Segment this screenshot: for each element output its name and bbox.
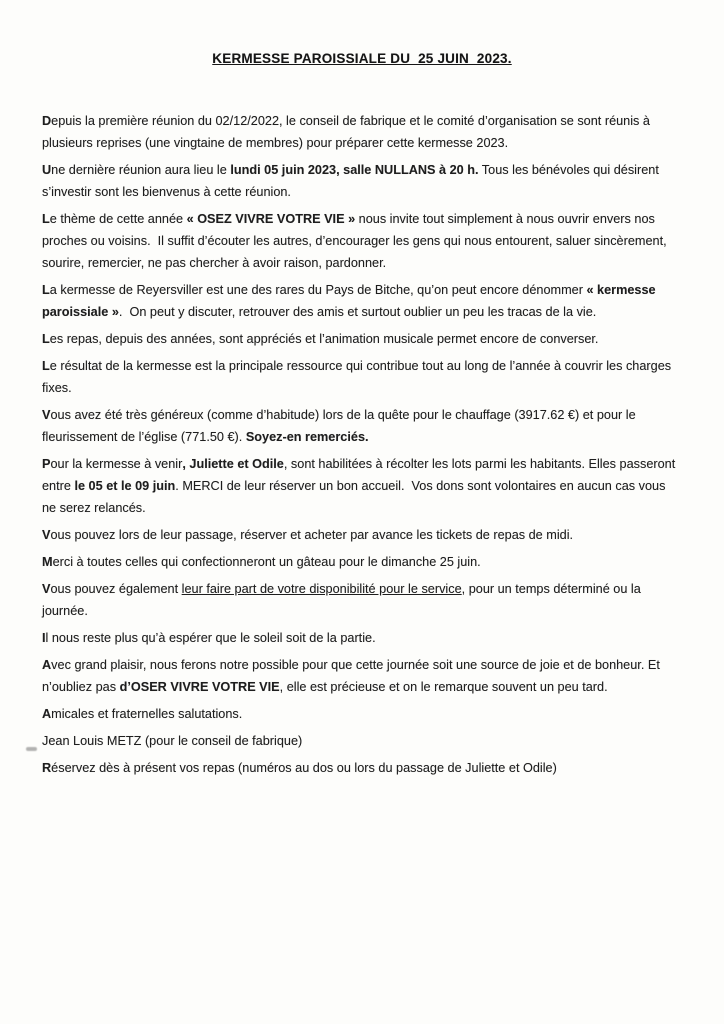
paragraph: Les repas, depuis des années, sont appréciés et l’animation musicale permet encore de converser. [42, 332, 599, 346]
paragraph: Depuis la première réunion du 02/12/2022, le conseil de fabrique et le comité d’organisation se sont réunis à plusieurs reprises (une vingtaine de membres) pour préparer cette kermesse 2023. [42, 114, 654, 150]
scan-smudge-mark [26, 747, 37, 751]
paragraph: Vous avez été très généreux (comme d’habitude) lors de la quête pour le chauffage (3917.62 €) et pour le fleurissement de l’église (771.50 €). Soyez-en remerciés. [42, 408, 640, 444]
paragraph: Vous pouvez lors de leur passage, réserver et acheter par avance les tickets de repas de midi. [42, 528, 574, 542]
reservation-note: Réservez dès à présent vos repas (numéros au dos ou lors du passage de Juliette et Odile) [42, 761, 557, 775]
paragraph: Il nous reste plus qu’à espérer que le soleil soit de la partie. [42, 631, 376, 645]
paragraph: Merci à toutes celles qui confectionneront un gâteau pour le dimanche 25 juin. [42, 555, 481, 569]
paragraph: Pour la kermesse à venir, Juliette et Odile, sont habilitées à récolter les lots parmi les habitants. Elles passeront entre le 05 et le 09 juin. MERCI de leur réserver un bon accueil. Vos dons sont volontaires en aucun cas vous ne serez relancés. [42, 457, 679, 515]
paragraph: Une dernière réunion aura lieu le lundi 05 juin 2023, salle NULLANS à 20 h. Tous les bénévoles qui désirent s’investir sont les bienvenus à cette réunion. [42, 163, 663, 199]
paragraph: Avec grand plaisir, nous ferons notre possible pour que cette journée soit une source de joie et de bonheur. Et n’oubliez pas d’OSER VIVRE VOTRE VIE, elle est précieuse et on le remarque souvent un peu tard. [42, 658, 664, 694]
document-title: KERMESSE PAROISSIALE DU 25 JUIN 2023. [212, 51, 512, 66]
paragraph: Le résultat de la kermesse est la principale ressource qui contribue tout au long de l’année à couvrir les charges fixes. [42, 359, 675, 395]
paragraph: La kermesse de Reyersviller est une des rares du Pays de Bitche, qu’on peut encore dénommer « kermesse paroissiale ». On peut y discuter, retrouver des amis et surtout oublier un peu les tracas de la vie. [42, 283, 660, 319]
paragraph: Le thème de cette année « OSEZ VIVRE VOTRE VIE » nous invite tout simplement à nous ouvrir envers nos proches ou voisins. Il suffit d’écouter les autres, d’encourager les gens qui nous entourent, saluer sincèrement, sourire, remercier, ne pas chercher à avoir raison, pardonner. [42, 212, 671, 270]
paragraph: Vous pouvez également leur faire part de votre disponibilité pour le service, pour un temps déterminé ou la journée. [42, 582, 645, 618]
signature-line: Jean Louis METZ (pour le conseil de fabrique) [42, 734, 303, 748]
paragraph: Amicales et fraternelles salutations. [42, 707, 243, 721]
